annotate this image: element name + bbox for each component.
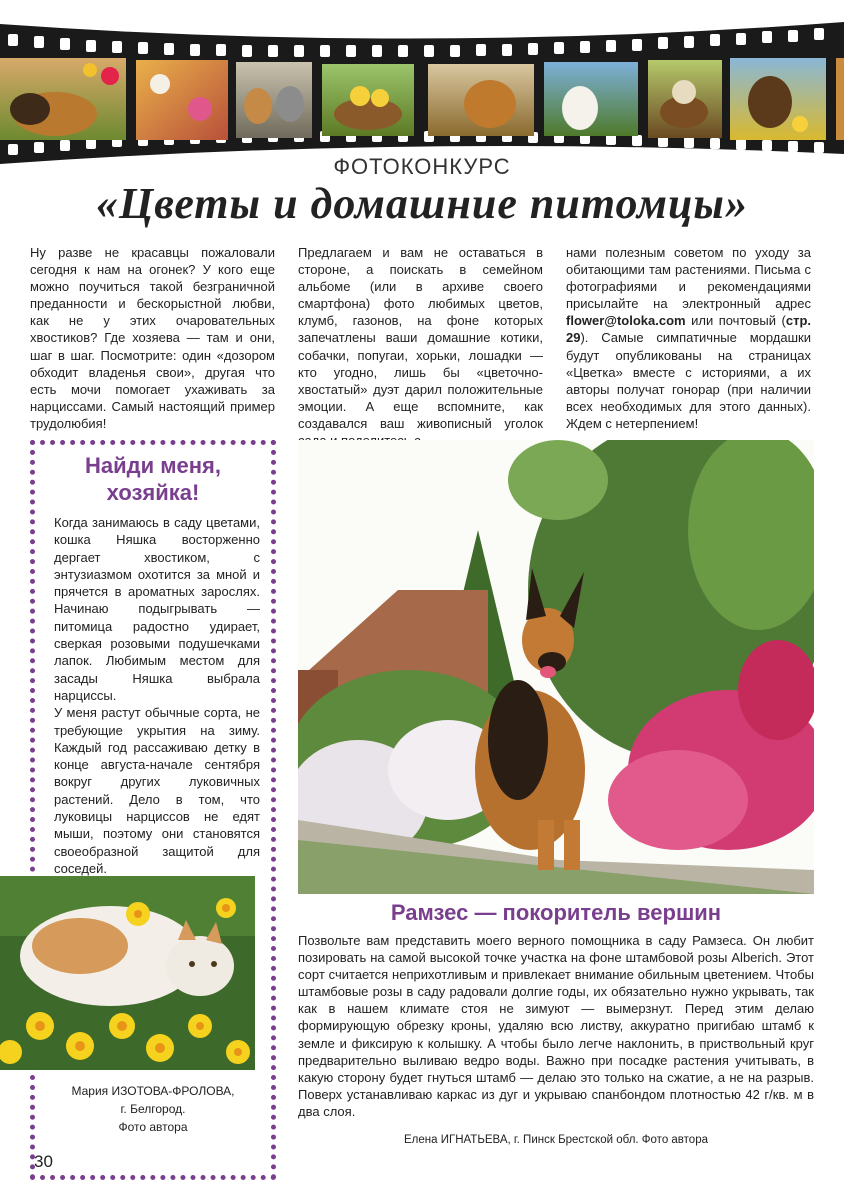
cat-with-daffodils-photo (0, 876, 255, 1070)
intro-column-3 (566, 244, 811, 432)
frame-edge (836, 58, 844, 140)
story-paragraph: Позвольте вам представить моего верного помощника в саду Рамзеса. Он любит позировать на самой высокой точке участка на фоне штамбовой розы Alberich. Этот сорт считается неприхотливым и привлекает внимание обильным цветением. Чтобы штамбовые розы в саду радовали долгие годы, их обязательно нужно укрывать, так как в нашем климате стоя не зимуют — вымерзнут. Перед этим делаю формирующую обрезку кроны, удаляю всю листву, аккуратно пригибаю штамб к земле и фиксирую к колышку. А чтобы было легче наклонить, в приствольный круг предварительно выливаю ведро воды. Важно при посадке растения учитывать, в какую сторону будет гнуться штамб — делаю это только на сжатие, а не на разрыв. Поверх устанавливаю каркас из дуг и укрываю спанбондом плотностью 42 г/кв. м в два слоя. (298, 933, 814, 1119)
story-credit: Елена ИГНАТЬЕВА, г. Пинск Брестской обл. Фото автора (404, 1134, 708, 1146)
intro-text: или почтовый ( (685, 313, 786, 329)
sidebar-title (34, 452, 272, 506)
intro-paragraph-3 (566, 244, 811, 432)
intro-paragraph-2: Предлагаем и вам не оставаться в стороне, а поискать в семейном альбоме (или в архиве своего смартфона) фото любимых цветов, клумб, газонов, на фоне которых запечатлены ваши домашние котики, собачки, попугаи, хорьки, лошадки — кто угодно, лишь бы «цветочно-хвостатый» дуэт дарил положительные эмоции. А еще вспомните, как создавался ваш живописный уголок (298, 245, 543, 431)
sidebar-title-line: Найди меня, (85, 453, 221, 478)
intro-column-1 (30, 244, 275, 432)
sidebar-title-line: хозяйка! (106, 480, 200, 505)
german-shepherd-garden-photo (298, 440, 814, 894)
page-number: 30 (34, 1152, 53, 1171)
sidebar-paragraph: У меня растут обычные сорта, не требующие укрытия на зиму. Каждый год рассаживаю детку в конце августа-начале сентября вокруг других луковичных растений. Дело в том, что луковицы нарциссов не едят мыши, поэтому они становятся своеобразной защитой для соседей. (54, 705, 260, 876)
story-title: Рамзес — покоритель вершин (390, 900, 722, 925)
author-name: Мария ИЗОТОВА-ФРОЛОВА, (71, 1084, 235, 1098)
author-city: г. Белгород. (120, 1102, 186, 1116)
sidebar-body (54, 514, 260, 877)
intro-text: нами полезным советом по уходу за обитающими там растениями. Письма с фотографиями и рекомендациями присылайте на электронный адрес (566, 245, 811, 312)
section-kicker: ФОТОКОНКУРС (333, 154, 511, 179)
intro-column-2 (298, 244, 543, 449)
email-address[interactable]: flower@toloka.com (566, 313, 686, 329)
page-title: «Цветы и домашние питомцы» (96, 179, 748, 228)
sidebar-paragraph: Когда занимаюсь в саду цветами, кошка Няшка восторженно дергает хвостиком, с энтузиазмом охотится за мной и прячется в ароматных зарослях. Начинаю подыгрывать — питомица радостно удирает, сверкая розовыми подушечками лапок. Любимым местом для засады Няшка выбрала нарциссы. (54, 515, 260, 703)
photo-credit: Фото автора (118, 1120, 188, 1134)
page-reference: стр. 29 (566, 313, 811, 346)
intro-text: ). Самые симпатичные мордашки будут опубликованы на страницах «Цветка» вместе с историями, а их авторы получат гонорар (при наличии всех необходимых для этого данных). Ждем с нетерпением! (566, 330, 811, 431)
intro-paragraph-1: Ну разве не красавцы пожаловали сегодня к нам на огонек? У кого еще можно поучиться такой безграничной преданности и бескорыстной любви, как не у этих очаровательных хвостиков? Где хозяева — там и они, шаг в шаг. Посмотрите: один «дозором обходит владенья свои», другая что есть мочи помогает ухаживать за нарциссами. Самый настоящий пример трудолюбия! (30, 245, 275, 431)
story-body (298, 932, 814, 1120)
frame-flower-bed (136, 60, 228, 140)
sidebar-caption (34, 1082, 272, 1136)
filmstrip-banner (0, 14, 844, 164)
